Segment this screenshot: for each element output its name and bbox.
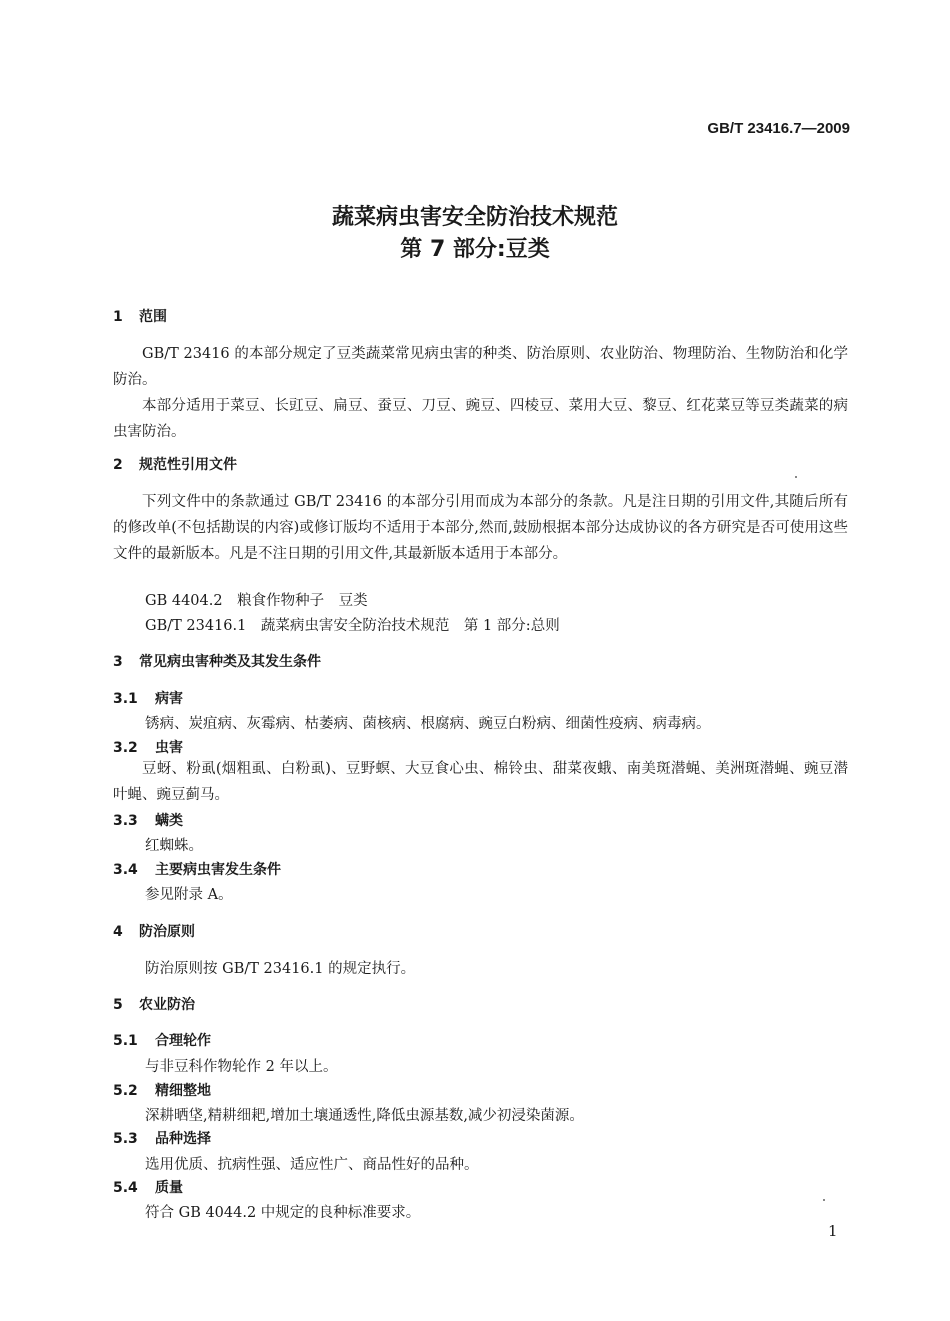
subsection-title: 品种选择 xyxy=(155,1131,211,1147)
subsection-text: 锈病、炭疽病、灰霉病、枯萎病、菌核病、根腐病、豌豆白粉病、细菌性疫病、病毒病。 xyxy=(145,716,711,732)
reference-item: GB/T 23416.1 蔬菜病虫害安全防治技术规范 第 1 部分:总则 xyxy=(145,618,560,634)
subsection-number: 5.4 xyxy=(113,1180,138,1196)
subsection-5-3-heading xyxy=(113,1128,211,1148)
document-subtitle: 第 7 部分:豆类 xyxy=(400,237,550,262)
reference-item: GB 4404.2 粮食作物种子 豆类 xyxy=(145,593,368,609)
subsection-3-2-heading xyxy=(113,737,183,757)
subsection-3-3-heading xyxy=(113,810,183,830)
subsection-title: 合理轮作 xyxy=(155,1033,211,1049)
scan-speck xyxy=(795,476,797,478)
section-number: 2 xyxy=(113,457,123,473)
section-title: 防治原则 xyxy=(139,924,195,940)
subsection-text: 红蜘蛛。 xyxy=(145,838,203,854)
subsection-3-1-heading xyxy=(113,688,183,708)
subsection-5-2-heading xyxy=(113,1080,211,1100)
paragraph: GB/T 23416 的本部分规定了豆类蔬菜常见病虫害的种类、防治原则、农业防治、物理防治、生物防治和化学防治。 xyxy=(113,346,848,388)
section-1-heading xyxy=(113,306,167,326)
section-4-heading xyxy=(113,921,195,941)
subsection-number: 3.1 xyxy=(113,691,138,707)
subsection-number: 3.4 xyxy=(113,862,138,878)
paragraph: 本部分适用于菜豆、长豇豆、扁豆、蚕豆、刀豆、豌豆、四棱豆、菜用大豆、黎豆、红花菜豆等豆类蔬菜的病虫害防治。 xyxy=(113,398,848,440)
subsection-title: 主要病虫害发生条件 xyxy=(155,862,281,878)
paragraph: 豆蚜、粉虱(烟粗虱、白粉虱)、豆野螟、大豆食心虫、棉铃虫、甜菜夜蛾、南美斑潜蝇、美洲斑潜蝇、豌豆潜叶蝇、豌豆蓟马。 xyxy=(113,761,848,803)
subsection-title: 虫害 xyxy=(155,740,183,756)
scan-speck xyxy=(823,1199,825,1201)
section-title: 农业防治 xyxy=(139,997,195,1013)
document-title: 蔬菜病虫害安全防治技术规范 xyxy=(331,205,618,230)
subsection-text: 符合 GB 4044.2 中规定的良种标准要求。 xyxy=(145,1205,421,1221)
subsection-text: 参见附录 A。 xyxy=(145,887,233,903)
section-3-heading xyxy=(113,651,321,671)
subsection-text: 深耕晒垡,精耕细耙,增加土壤通透性,降低虫源基数,减少初浸染菌源。 xyxy=(145,1108,584,1124)
page-number: 1 xyxy=(828,1222,838,1240)
section-number: 1 xyxy=(113,309,123,325)
subsection-number: 5.3 xyxy=(113,1131,138,1147)
subsection-text: 选用优质、抗病性强、适应性广、商品性好的品种。 xyxy=(145,1157,479,1173)
standard-code: GB/T 23416.7—2009 xyxy=(707,120,850,137)
subsection-title: 精细整地 xyxy=(155,1083,211,1099)
subsection-5-1-heading xyxy=(113,1030,211,1050)
subsection-number: 3.2 xyxy=(113,740,138,756)
section-number: 4 xyxy=(113,924,123,940)
subsection-number: 3.3 xyxy=(113,813,138,829)
subsection-title: 质量 xyxy=(155,1180,183,1196)
section-number: 5 xyxy=(113,997,123,1013)
paragraph: 下列文件中的条款通过 GB/T 23416 的本部分引用而成为本部分的条款。凡是注日期的引用文件,其随后所有的修改单(不包括勘误的内容)或修订版均不适用于本部分,然而,鼓励根据本部分达成协议的各方研究是否可使用这些文件的最新版本。凡是不注日期的引用文件,其最新版本适用于本部分。 xyxy=(113,494,848,562)
subsection-title: 病害 xyxy=(155,691,183,707)
subsection-5-4-heading xyxy=(113,1177,183,1197)
subsection-text: 与非豆科作物轮作 2 年以上。 xyxy=(145,1059,338,1075)
section-number: 3 xyxy=(113,654,123,670)
subsection-number: 5.2 xyxy=(113,1083,138,1099)
section-title: 范围 xyxy=(139,309,167,325)
subsection-number: 5.1 xyxy=(113,1033,138,1049)
section-title: 规范性引用文件 xyxy=(139,457,237,473)
subsection-3-4-heading xyxy=(113,859,281,879)
section-title: 常见病虫害种类及其发生条件 xyxy=(139,654,321,670)
subsection-title: 螨类 xyxy=(155,813,183,829)
section-2-heading xyxy=(113,454,237,474)
section-5-heading xyxy=(113,994,195,1014)
paragraph: 防治原则按 GB/T 23416.1 的规定执行。 xyxy=(145,961,416,977)
